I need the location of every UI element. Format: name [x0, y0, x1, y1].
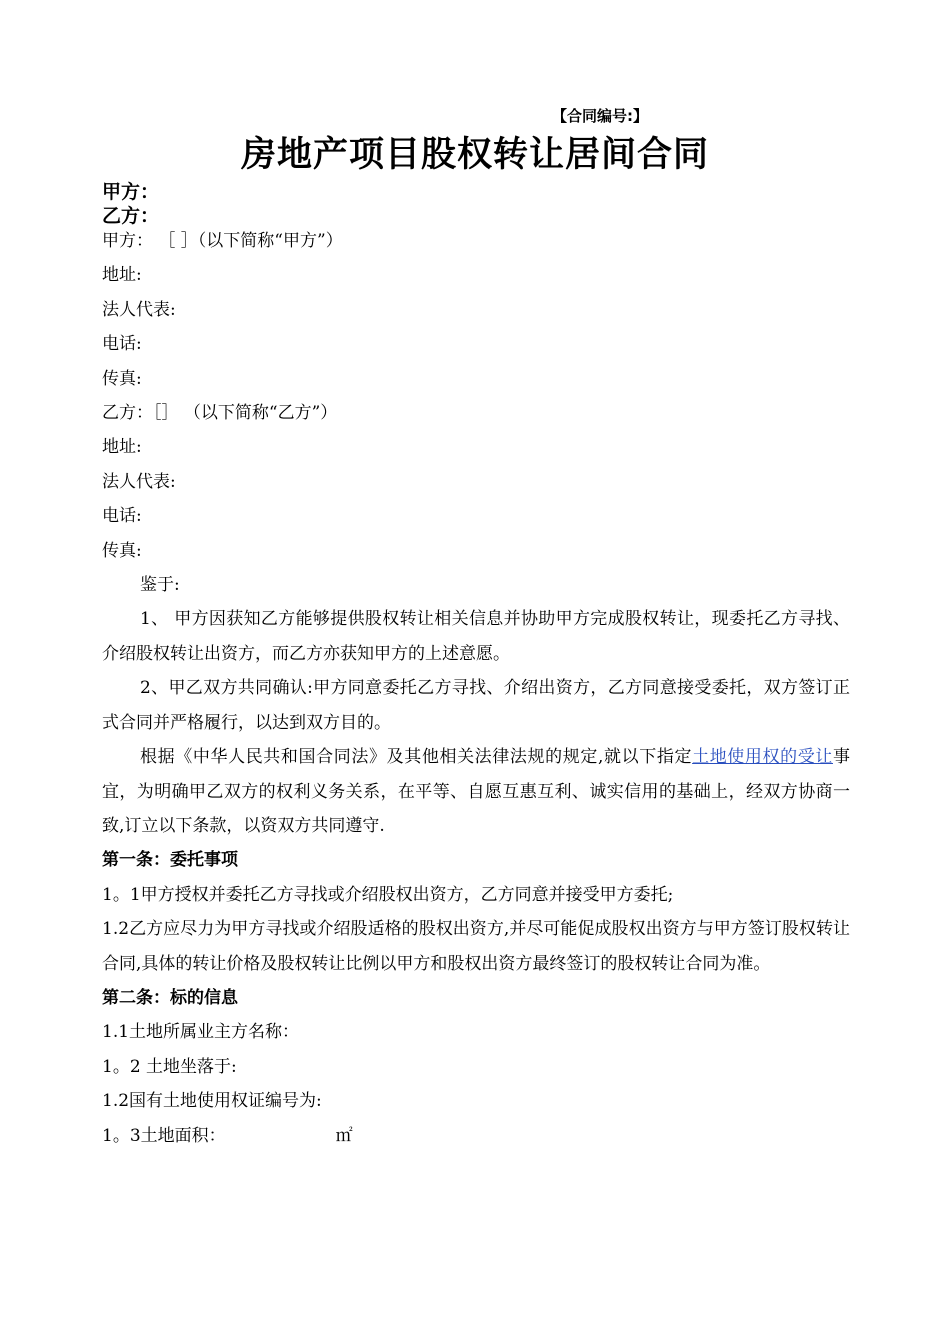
party-b-label: 乙方： [102, 205, 160, 227]
document-title: 房地产项目股权转让居间合同 [240, 135, 709, 175]
land-area-label: 1。3土地面积： [102, 1125, 226, 1146]
legal-basis-text-start: 根据《中华人民共和国合同法》及其他相关法律法规的规定,就以下指定 [140, 747, 693, 768]
article-1-clause-2: 1.2乙方应尽力为甲方寻找或介绍股适格的股权出资方,并尽可能促成股权出资方与甲方签订股权转让合同,具体的转让价格及股权转让比例以甲方和股权出资方最终签订的股权转让合同为准。 [102, 919, 850, 974]
article-1-clause-1: 1。1甲方授权并委托乙方寻找或介绍股权出资方，乙方同意并接受甲方委托; [102, 884, 674, 905]
party-a-line: 甲方： ［ ］（以下简称“甲方”） [102, 231, 343, 251]
party-b-line: 乙方：［］ （以下简称“乙方”） [102, 403, 338, 424]
party-a-address: 地址: [102, 265, 142, 286]
legal-basis-text-end: 事宜，为明确甲乙双方的权利义务关系，在平等、自愿互惠互利、诚实信用的基础上，经双方协商一致,订立以下条款，以资双方共同遵守. [102, 747, 850, 836]
party-b-fax: 传真: [102, 540, 142, 561]
article-2-heading: 第二条：标的信息 [102, 987, 238, 1008]
party-b-legal-rep: 法人代表: [102, 471, 176, 492]
article-2-clause-1: 1.1土地所属业主方名称： [102, 1022, 300, 1043]
party-b-phone: 电话: [102, 506, 142, 527]
article-2-clause-4 [102, 1119, 850, 1153]
land-area-unit: ㎡ [335, 1125, 353, 1146]
legal-basis-paragraph [102, 740, 850, 843]
party-b-address: 地址: [102, 437, 142, 458]
party-a-label: 甲方： [102, 181, 160, 203]
contract-number: 【合同编号:】 [552, 107, 648, 125]
party-a-legal-rep: 法人代表: [102, 299, 176, 320]
recital-item-2: 2、甲乙双方共同确认:甲方同意委托乙方寻找、介绍出资方，乙方同意接受委托，双方签订正式合同并严格履行，以达到双方目的。 [102, 678, 850, 733]
party-a-phone: 电话: [102, 334, 142, 355]
party-a-fax: 传真: [102, 368, 142, 389]
whereas-label: 鉴于: [140, 575, 180, 596]
article-1-heading: 第一条：委托事项 [102, 850, 238, 871]
land-use-right-link[interactable]: 土地使用权的受让 [692, 747, 833, 768]
article-2-clause-3: 1.2国有土地使用权证编号为: [102, 1091, 322, 1112]
article-2-clause-2: 1。2 土地坐落于: [102, 1056, 237, 1077]
contract-body [102, 224, 850, 1153]
recital-item-1: 1、 甲方因获知乙方能够提供股权转让相关信息并协助甲方完成股权转让，现委托乙方寻找、介绍股权转让出资方，而乙方亦获知甲方的上述意愿。 [102, 609, 850, 664]
